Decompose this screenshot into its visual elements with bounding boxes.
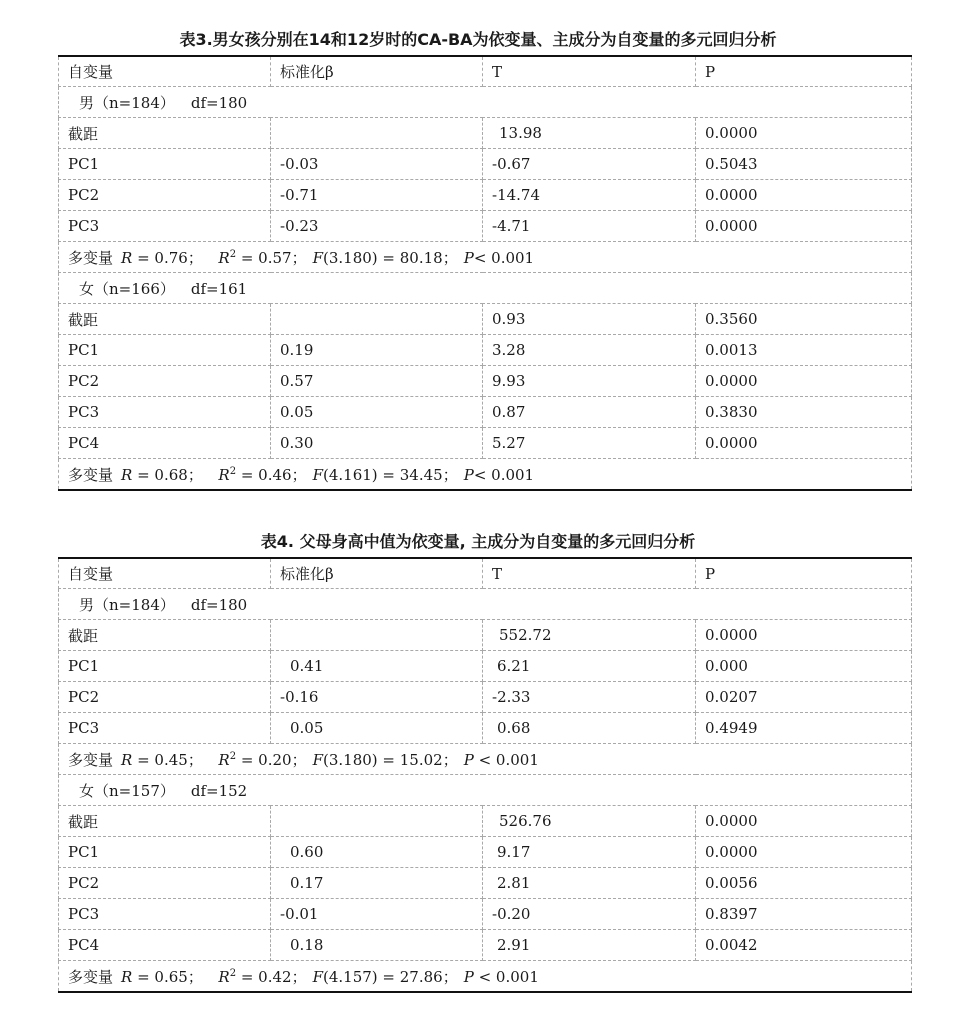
table-row [59,304,912,335]
cell-t: -2.33 [483,682,696,713]
table-header-row [59,558,912,589]
cell-p: 0.0013 [696,335,912,366]
cell-beta: 0.19 [271,335,483,366]
summary-row-male: 多变量 R = 0.45； $R^2 = 0.20$； F(3.180) = 15.02； P < 0.001 [59,744,912,775]
table-row [59,899,912,930]
cell-p: 0.0000 [696,118,912,149]
cell-p: 0.5043 [696,149,912,180]
table4 [58,557,912,993]
cell-p: 0.0000 [696,428,912,459]
header-p: P [696,56,912,87]
cell-variable: 截距 [59,806,271,837]
table-row [59,335,912,366]
table-row [59,930,912,961]
table-row [59,713,912,744]
table-header-row [59,56,912,87]
table-row [59,868,912,899]
group-df: df=180 [190,93,248,112]
header-variable: 自变量 [59,558,271,589]
cell-beta [271,118,483,149]
cell-beta: 0.05 [271,713,483,744]
table-row [59,620,912,651]
cell-p: 0.0000 [696,620,912,651]
cell-beta: 0.41 [271,651,483,682]
cell-beta [271,806,483,837]
table-row [59,366,912,397]
cell-variable: PC1 [59,335,271,366]
cell-p: 0.4949 [696,713,912,744]
cell-beta: 0.17 [271,868,483,899]
cell-variable: 截距 [59,304,271,335]
group-df: df=152 [190,781,248,800]
cell-t: 2.91 [483,930,696,961]
cell-t: -0.67 [483,149,696,180]
group-label: 女（n=157） [79,781,175,800]
cell-beta [271,304,483,335]
table-row [59,428,912,459]
summary-row-male: 多变量 R = 0.76； $R^2 = 0.57$； F(3.180) = 80.18； P< 0.001 [59,242,912,273]
cell-t: 9.93 [483,366,696,397]
summary-r: = 0.45； [137,750,203,769]
cell-t: -14.74 [483,180,696,211]
cell-p: 0.0000 [696,837,912,868]
cell-beta [271,620,483,651]
header-variable: 自变量 [59,56,271,87]
summary-r2: = 0.57； [240,248,307,267]
cell-t: 552.72 [483,620,696,651]
cell-variable: PC2 [59,180,271,211]
cell-p: 0.0000 [696,180,912,211]
cell-variable: PC2 [59,868,271,899]
cell-variable: PC3 [59,899,271,930]
header-beta: 标准化β [271,56,483,87]
cell-p: 0.3830 [696,397,912,428]
summary-label: 多变量 [68,465,114,484]
cell-beta: 0.30 [271,428,483,459]
cell-t: 3.28 [483,335,696,366]
cell-beta: 0.05 [271,397,483,428]
cell-p: 0.000 [696,651,912,682]
cell-p: 0.0056 [696,868,912,899]
cell-t: 6.21 [483,651,696,682]
table-row [59,682,912,713]
cell-p: 0.3560 [696,304,912,335]
table3 [58,55,912,491]
cell-variable: PC4 [59,930,271,961]
cell-variable: PC4 [59,428,271,459]
cell-t: -0.20 [483,899,696,930]
header-t: T [483,56,696,87]
cell-t: 0.68 [483,713,696,744]
cell-variable: PC1 [59,149,271,180]
cell-t: 0.93 [483,304,696,335]
cell-variable: PC1 [59,837,271,868]
cell-beta: -0.23 [271,211,483,242]
cell-variable: PC3 [59,397,271,428]
summary-r: = 0.65； [137,967,203,986]
cell-variable: 截距 [59,118,271,149]
cell-t: 2.81 [483,868,696,899]
table-row [59,180,912,211]
table-row [59,118,912,149]
cell-beta: 0.18 [271,930,483,961]
cell-beta: -0.01 [271,899,483,930]
group-row-male [59,589,912,620]
table-row [59,397,912,428]
summary-r2: = 0.42； [240,967,307,986]
table-row [59,211,912,242]
cell-p: 0.0000 [696,366,912,397]
group-label: 男（n=184） [79,595,175,614]
cell-variable: PC2 [59,682,271,713]
summary-row-female: 多变量 R = 0.65； $R^2 = 0.42$； F(4.157) = 27.86； P < 0.001 [59,961,912,993]
cell-p: 0.0000 [696,211,912,242]
summary-r: = 0.68； [137,465,203,484]
summary-p: < 0.001 [473,248,535,267]
cell-p: 0.0207 [696,682,912,713]
table-row [59,837,912,868]
table-row [59,651,912,682]
summary-label: 多变量 [68,750,114,769]
cell-beta: -0.71 [271,180,483,211]
summary-p: < 0.001 [478,967,539,986]
cell-t: 526.76 [483,806,696,837]
cell-variable: 截距 [59,620,271,651]
cell-beta: 0.57 [271,366,483,397]
cell-t: 0.87 [483,397,696,428]
cell-variable: PC3 [59,211,271,242]
cell-beta: -0.16 [271,682,483,713]
cell-p: 0.8397 [696,899,912,930]
header-t: T [483,558,696,589]
summary-p: < 0.001 [473,465,535,484]
summary-r: = 0.76； [137,248,203,267]
summary-f: (3.180) = 80.18； [323,248,458,267]
summary-f: (4.161) = 34.45； [323,465,458,484]
cell-t: -4.71 [483,211,696,242]
table3-caption: 表3.男女孩分别在14和12岁时的CA-BA为依变量、主成分为自变量的多元回归分析 [179,30,777,49]
cell-t: 9.17 [483,837,696,868]
header-beta: 标准化β [271,558,483,589]
table-row [59,149,912,180]
table4-caption: 表4. 父母身高中值为依变量, 主成分为自变量的多元回归分析 [260,532,696,551]
summary-f: (4.157) = 27.86； [323,967,458,986]
cell-t: 5.27 [483,428,696,459]
table-row [59,806,912,837]
summary-f: (3.180) = 15.02； [323,750,458,769]
summary-p: < 0.001 [478,750,539,769]
group-df: df=180 [190,595,248,614]
cell-t: 13.98 [483,118,696,149]
summary-r2: = 0.46； [240,465,307,484]
summary-label: 多变量 [68,248,114,267]
group-df: df=161 [190,279,248,298]
group-row-male [59,87,912,118]
cell-variable: PC2 [59,366,271,397]
group-label: 男（n=184） [79,93,175,112]
summary-r2: = 0.20； [240,750,307,769]
summary-row-female: 多变量 R = 0.68； $R^2 = 0.46$； F(4.161) = 34.45； P< 0.001 [59,459,912,491]
cell-variable: PC1 [59,651,271,682]
summary-label: 多变量 [68,967,114,986]
header-p: P [696,558,912,589]
cell-beta: 0.60 [271,837,483,868]
group-row-female [59,273,912,304]
group-row-female [59,775,912,806]
cell-p: 0.0042 [696,930,912,961]
group-label: 女（n=166） [79,279,175,298]
cell-p: 0.0000 [696,806,912,837]
cell-beta: -0.03 [271,149,483,180]
cell-variable: PC3 [59,713,271,744]
